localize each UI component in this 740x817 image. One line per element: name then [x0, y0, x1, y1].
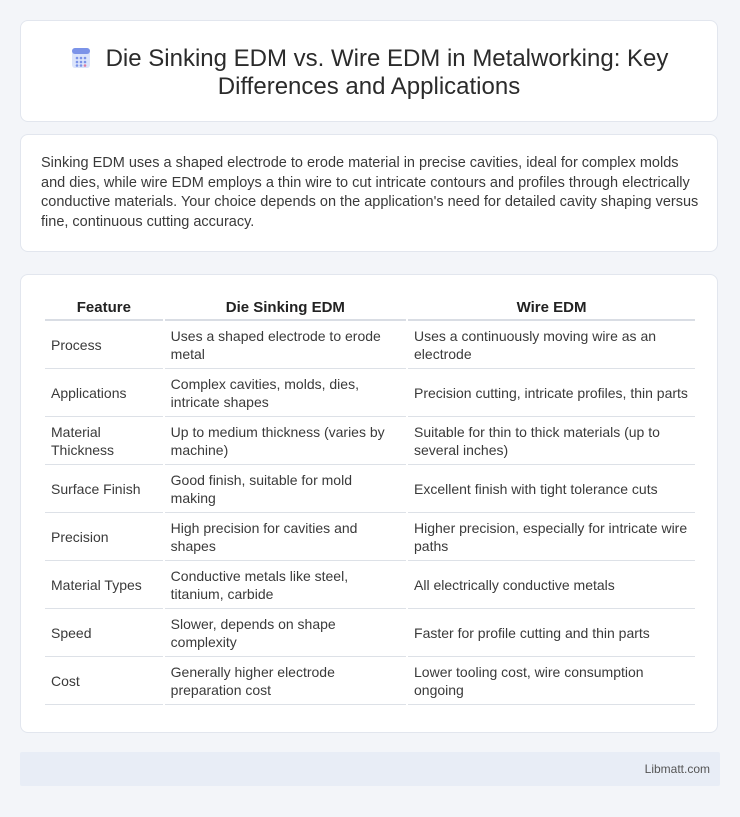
die-sinking-cell: Conductive metals like steel, titanium, carbide	[165, 561, 406, 609]
feature-cell: Applications	[45, 369, 163, 417]
page-title: Die Sinking EDM vs. Wire EDM in Metalworking: Key Differences and Applications	[105, 45, 669, 100]
table-row	[45, 465, 695, 513]
table-row	[45, 513, 695, 561]
wire-cell: Uses a continuously moving wire as an electrode	[408, 321, 695, 369]
intro-text: Sinking EDM uses a shaped electrode to erode material in precise cavities, ideal for complex molds and dies, while wire EDM employs a thin wire to cut intricate contours and profiles through electrically conductive materials. Your choice depends on the application's need for detailed cavity shaping versus fine, continuous cutting accuracy.	[41, 155, 699, 230]
header-feature: Feature	[45, 295, 163, 321]
header-card	[20, 20, 718, 122]
calculator-icon	[70, 47, 92, 69]
page-title-wrap	[21, 45, 717, 101]
wire-cell: All electrically conductive metals	[408, 561, 695, 609]
feature-cell: Material Types	[45, 561, 163, 609]
feature-cell: Process	[45, 321, 163, 369]
die-sinking-cell: Uses a shaped electrode to erode metal	[165, 321, 406, 369]
die-sinking-cell: Good finish, suitable for mold making	[165, 465, 406, 513]
wire-cell: Excellent finish with tight tolerance cuts	[408, 465, 695, 513]
table-row	[45, 561, 695, 609]
footer-brand-link[interactable]: Libmatt.com	[644, 762, 710, 776]
wire-cell: Precision cutting, intricate profiles, thin parts	[408, 369, 695, 417]
wire-cell: Lower tooling cost, wire consumption ongoing	[408, 657, 695, 705]
die-sinking-cell: Slower, depends on shape complexity	[165, 609, 406, 657]
die-sinking-cell: Complex cavities, molds, dies, intricate shapes	[165, 369, 406, 417]
wire-cell: Suitable for thin to thick materials (up to several inches)	[408, 417, 695, 465]
table-row	[45, 657, 695, 705]
header-wire: Wire EDM	[408, 295, 695, 321]
feature-cell: Material Thickness	[45, 417, 163, 465]
table-header-row	[45, 295, 695, 321]
feature-cell: Surface Finish	[45, 465, 163, 513]
die-sinking-cell: Generally higher electrode preparation cost	[165, 657, 406, 705]
table-row	[45, 369, 695, 417]
die-sinking-cell: Up to medium thickness (varies by machine)	[165, 417, 406, 465]
header-die-sinking: Die Sinking EDM	[165, 295, 406, 321]
table-row	[45, 609, 695, 657]
table-row	[45, 417, 695, 465]
feature-cell: Precision	[45, 513, 163, 561]
feature-cell: Cost	[45, 657, 163, 705]
footer-bar	[20, 752, 720, 786]
comparison-table	[43, 295, 697, 705]
die-sinking-cell: High precision for cavities and shapes	[165, 513, 406, 561]
intro-card	[20, 134, 718, 252]
table-row	[45, 321, 695, 369]
wire-cell: Faster for profile cutting and thin parts	[408, 609, 695, 657]
wire-cell: Higher precision, especially for intricate wire paths	[408, 513, 695, 561]
comparison-card	[20, 274, 718, 733]
feature-cell: Speed	[45, 609, 163, 657]
